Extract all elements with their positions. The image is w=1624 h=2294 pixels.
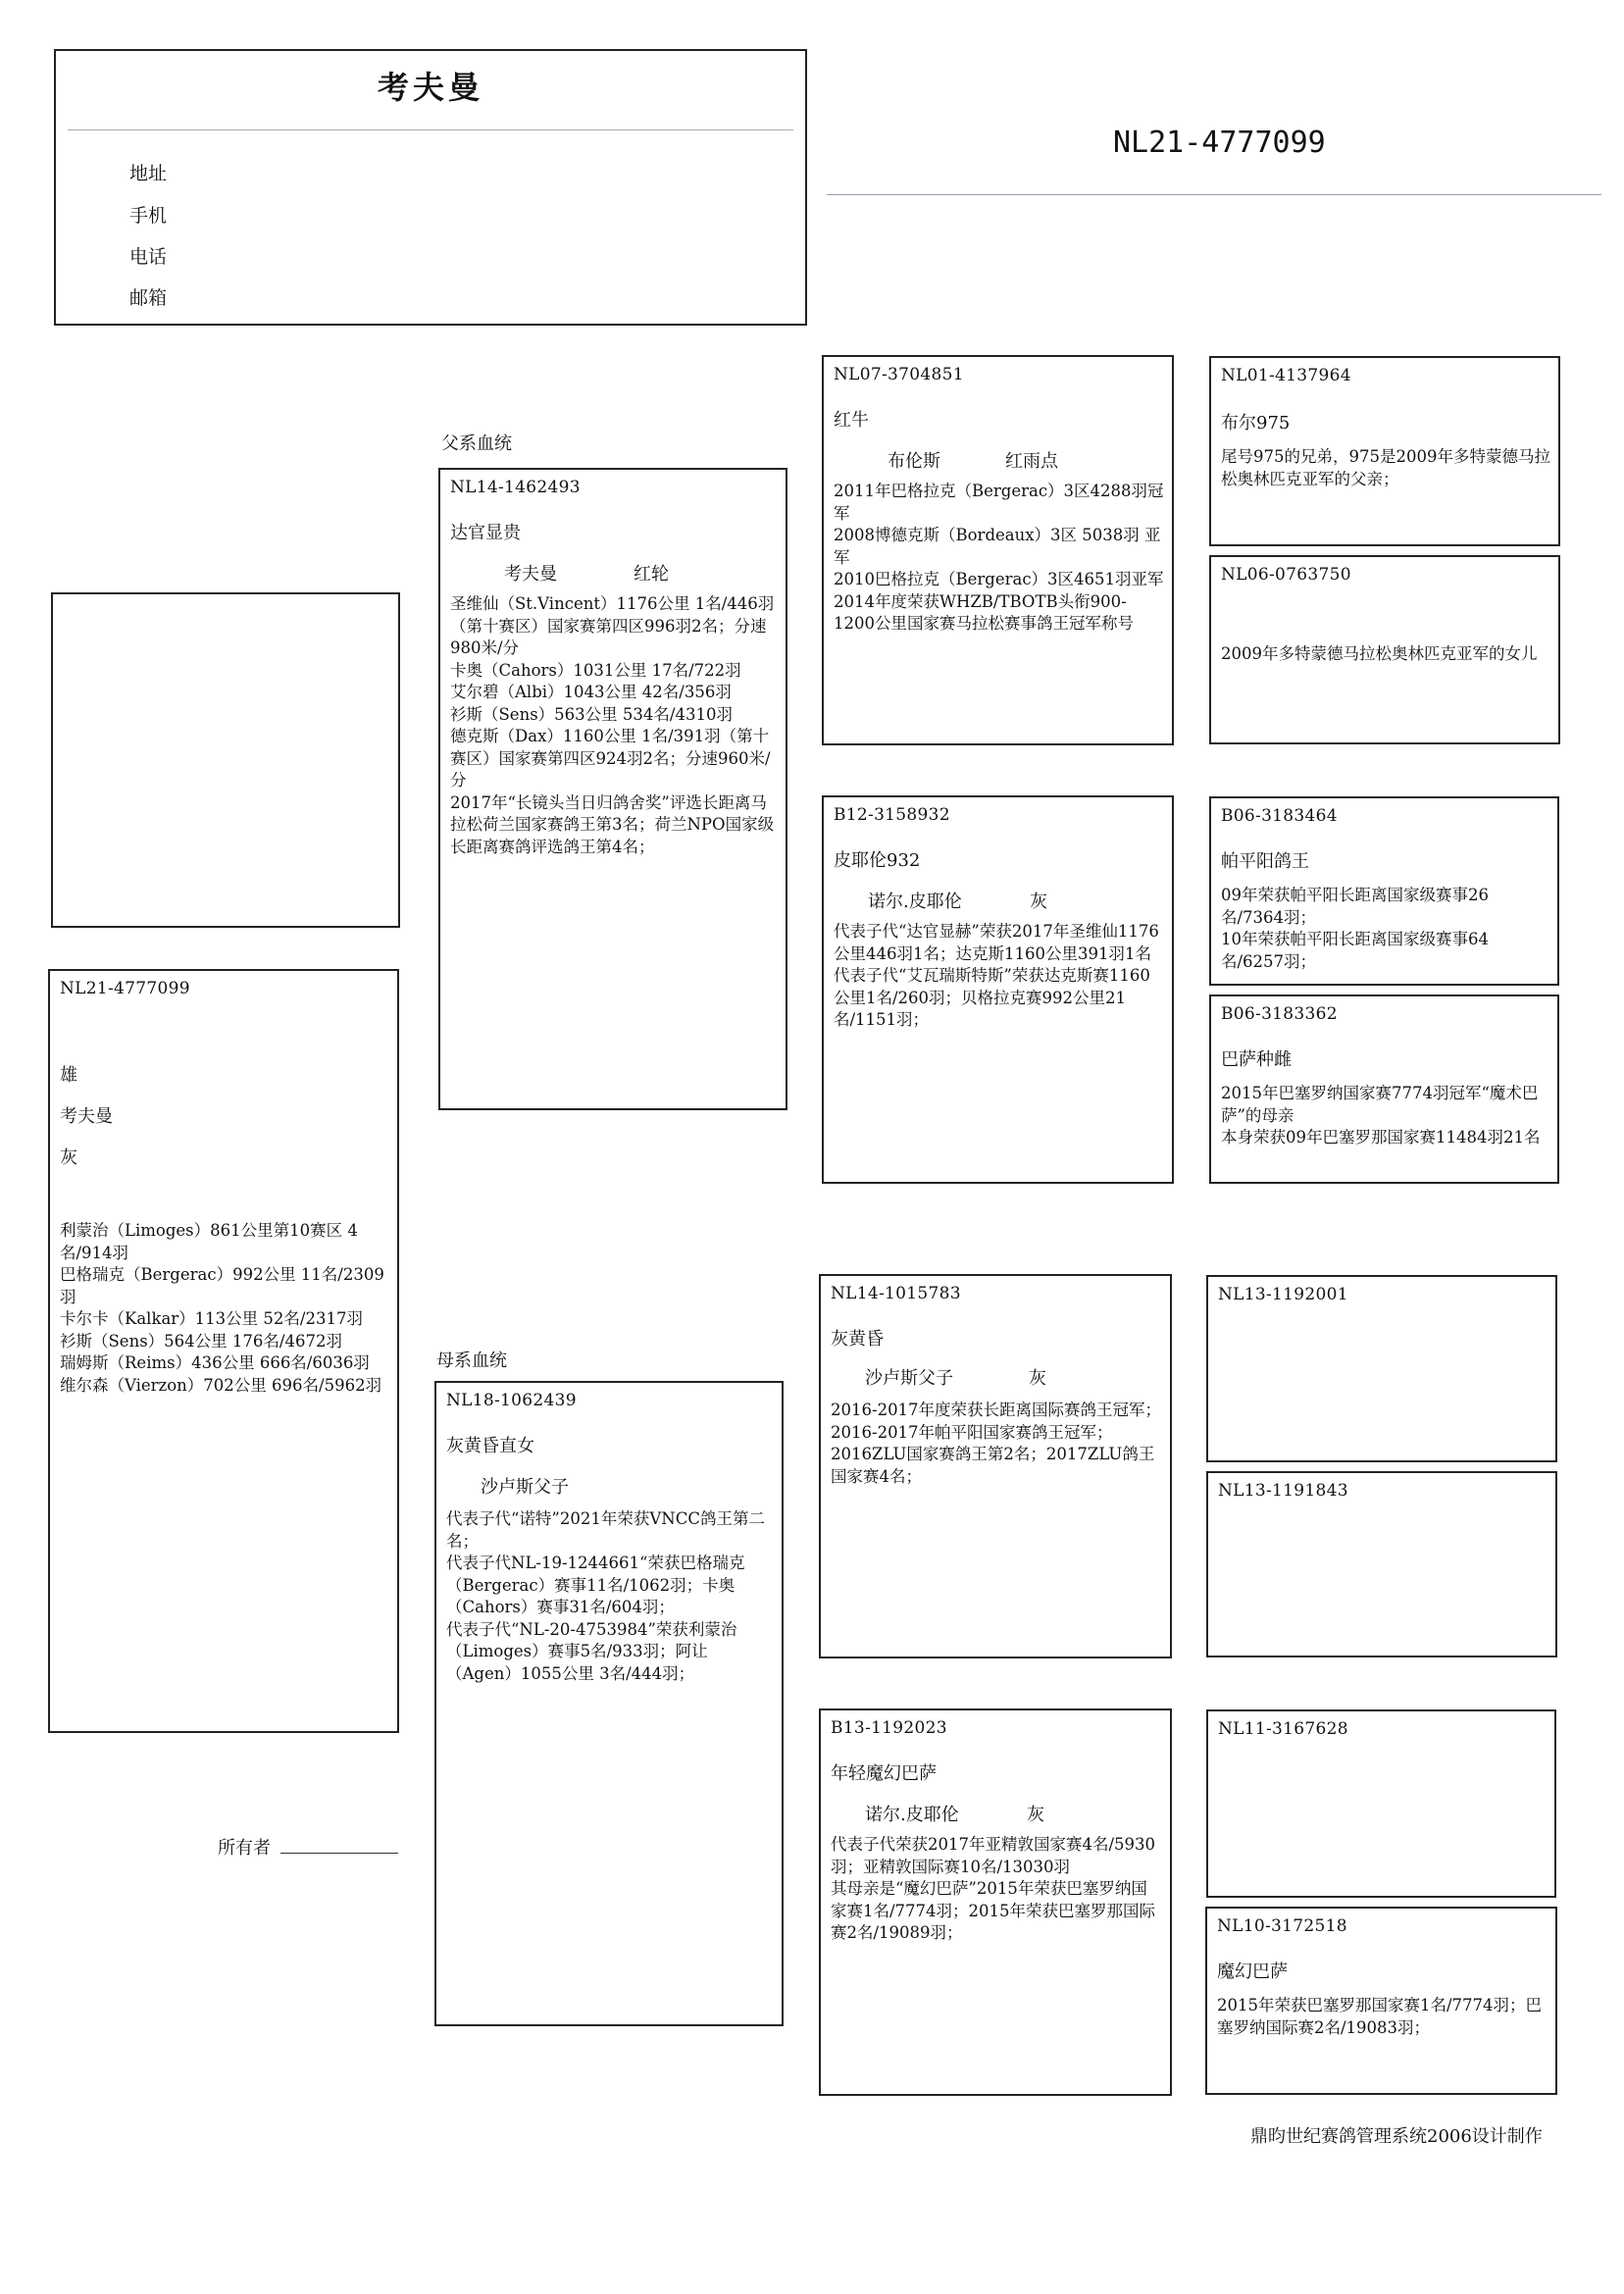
- ggp-4-ring: B06-3183362: [1221, 1004, 1338, 1024]
- header-divider: [827, 194, 1601, 195]
- ggp-3-ring: B06-3183464: [1221, 806, 1338, 826]
- dam-breeder: 沙卢斯父子: [481, 1477, 569, 1498]
- granddam-1-card: [822, 795, 1174, 1184]
- grandsire-1-result: 2008博德克斯（Bordeaux）3区 5038羽 亚军: [834, 526, 1161, 567]
- ggp-8-result: 2015年荣获巴塞罗那国家赛1名/7774羽；巴塞罗纳国际赛2名/19083羽；: [1217, 1996, 1543, 2037]
- sire-result: 衫斯（Sens）563公里 534名/4310羽: [450, 704, 733, 724]
- ggp-1-ring: NL01-4137964: [1221, 366, 1351, 385]
- subject-ring: NL21-4777099: [60, 979, 190, 998]
- dam-name: 灰黄昏直女: [446, 1436, 534, 1456]
- granddam-1-ring: B12-3158932: [834, 805, 950, 825]
- granddam-1-result: 代表子代“达官显赫”荣获2017年圣维仙1176公里446羽1名；达克斯1160公里391羽1名: [834, 922, 1159, 963]
- owner-name: 考夫曼: [377, 69, 483, 106]
- ggp-4-result: 2015年巴塞罗纳国家赛7774羽冠军“魔术巴萨”的母亲: [1221, 1084, 1539, 1125]
- dam-result: 代表子代NL-19-1244661“荣获巴格瑞克（Bergerac）赛事11名/1062羽；卡奥（Cahors）赛事31名/604羽；: [446, 1554, 745, 1616]
- ggp-8-ring: NL10-3172518: [1217, 1916, 1347, 1936]
- great-grandparent-2-card: [1209, 555, 1560, 744]
- sire-ring: NL14-1462493: [450, 478, 581, 497]
- sire-name: 达官显贵: [450, 523, 521, 543]
- owner-label: 所有者: [218, 1838, 271, 1859]
- subject-name: 考夫曼: [60, 1106, 113, 1127]
- grandsire-1-result: 2011年巴格拉克（Bergerac）3区4288羽冠军: [834, 482, 1164, 523]
- granddam-2-card: [819, 1708, 1172, 2096]
- ggp-7-ring: NL11-3167628: [1218, 1719, 1348, 1739]
- grandsire-1-result: 2014年度荣获WHZB/TBOTB头衔900-1200公里国家赛马拉松赛事鸽王冠军称号: [834, 591, 1134, 633]
- granddam-1-name: 皮耶伦932: [834, 850, 921, 871]
- great-grandparent-4-card: [1209, 994, 1559, 1184]
- grandsire-1-ring: NL07-3704851: [834, 365, 964, 384]
- sire-result: 德克斯（Dax）1160公里 1名/391羽（第十赛区）国家赛第四区924羽2名；分速960米/分: [450, 727, 771, 790]
- grandsire-1-result: 2010巴格拉克（Bergerac）3区4651羽亚军: [834, 570, 1164, 588]
- ggp-5-ring: NL13-1192001: [1218, 1285, 1348, 1304]
- ggp-3-name: 帕平阳鸽王: [1221, 851, 1309, 872]
- ggp-4-name: 巴萨种雌: [1221, 1049, 1292, 1070]
- header-ring-number: NL21-4777099: [1113, 126, 1326, 160]
- dam-result: 代表子代“NL-20-4753984”荣获利蒙治（Limoges）赛事5名/933羽；阿让（Agen）1055公里 3名/444羽；: [446, 1619, 737, 1683]
- dam-card: [434, 1381, 784, 2026]
- photo-box: [51, 592, 400, 928]
- granddam-2-ring: B13-1192023: [831, 1718, 947, 1738]
- subject-result: 巴格瑞克（Bergerac）992公里 11名/2309羽: [60, 1265, 384, 1306]
- ggp-3-result: 09年荣获帕平阳长距离国家级赛事26名/7364羽；: [1221, 886, 1489, 927]
- owner-card: [54, 49, 807, 326]
- ggp-4-result: 本身荣获09年巴塞罗那国家赛11484羽21名: [1221, 1128, 1541, 1147]
- owner-field-email: 邮箱: [129, 287, 168, 309]
- great-grandparent-1-card: [1209, 356, 1560, 546]
- grandsire-2-result: 2016-2017年度荣获长距离国际赛鸽王冠军；: [831, 1401, 1162, 1419]
- great-grandparent-8-card: [1205, 1907, 1557, 2095]
- sire-result: 卡奥（Cahors）1031公里 17名/722羽: [450, 660, 741, 680]
- great-grandparent-6-card: [1206, 1471, 1557, 1657]
- granddam-1-color: 灰: [1030, 892, 1047, 912]
- granddam-2-result: 代表子代荣获2017年亚精敦国家赛4名/5930羽；亚精敦国际赛10名/13030羽: [831, 1835, 1156, 1876]
- sire-card: [438, 468, 787, 1110]
- ggp-1-name: 布尔975: [1221, 413, 1291, 433]
- dam-result: 代表子代“诺特”2021年荣获VNCC鸽王第二名；: [446, 1509, 765, 1551]
- subject-result: 维尔森（Vierzon）702公里 696名/5962羽: [60, 1375, 382, 1395]
- subject-result: 衫斯（Sens）564公里 176名/4672羽: [60, 1331, 342, 1351]
- footer-credit: 鼎昀世纪赛鸽管理系统2006设计制作: [1250, 2126, 1543, 2147]
- grandsire-2-card: [819, 1274, 1172, 1658]
- ggp-1-result: 尾号975的兄弟，975是2009年多特蒙德马拉松奥林匹克亚军的父亲；: [1221, 447, 1550, 488]
- granddam-2-result: 其母亲是“魔幻巴萨”2015年荣获巴塞罗纳国家赛1名/7774羽；2015年荣获巴塞罗那国际赛2名/19089羽；: [831, 1879, 1156, 1942]
- owner-signature: [218, 1834, 398, 1860]
- dam-ring: NL18-1062439: [446, 1391, 577, 1410]
- sire-result: 圣维仙（St.Vincent）1176公里 1名/446羽（第十赛区）国家赛第四区996羽2名；分速980米/分: [450, 594, 775, 657]
- granddam-2-color: 灰: [1027, 1805, 1044, 1825]
- ggp-2-result: 2009年多特蒙德马拉松奥林匹克亚军的女儿: [1221, 644, 1538, 663]
- owner-field-address: 地址: [129, 163, 168, 184]
- sire-result: 艾尔碧（Albi）1043公里 42名/356羽: [450, 683, 732, 701]
- ggp-8-name: 魔幻巴萨: [1217, 1962, 1288, 1982]
- grandsire-2-result: 2016ZLU国家赛鸽王第2名；2017ZLU鸽王国家赛4名；: [831, 1445, 1155, 1486]
- subject-result: 卡尔卡（Kalkar）113公里 52名/2317羽: [60, 1309, 363, 1328]
- dam-line-label: 母系血统: [436, 1351, 507, 1371]
- granddam-2-breeder: 诺尔.皮耶伦: [865, 1805, 959, 1825]
- subject-sex: 雄: [60, 1065, 77, 1086]
- grandsire-2-result: 2016-2017年帕平阳国家赛鸽王冠军；: [831, 1422, 1113, 1442]
- granddam-1-result: 代表子代“艾瓦瑞斯特斯”荣获达克斯赛1160公里1名/260羽；贝格拉克赛992公里21名/1151羽；: [834, 966, 1150, 1029]
- sire-breeder: 考夫曼: [504, 564, 557, 585]
- owner-field-mobile: 手机: [129, 205, 168, 227]
- grandsire-2-ring: NL14-1015783: [831, 1284, 961, 1303]
- subject-color: 灰: [60, 1147, 77, 1168]
- sire-result: 2017年“长镜头当日归鸽舍奖”评选长距离马拉松荷兰国家赛鸽王第3名；荷兰NPO国家级长距离赛鸽评选鸽王第4名；: [450, 792, 775, 856]
- ggp-2-ring: NL06-0763750: [1221, 565, 1351, 585]
- grandsire-1-name: 红牛: [834, 410, 869, 431]
- ggp-6-ring: NL13-1191843: [1218, 1481, 1348, 1501]
- subject-result: 瑞姆斯（Reims）436公里 666名/6036羽: [60, 1353, 370, 1372]
- grandsire-2-breeder: 沙卢斯父子: [865, 1368, 953, 1389]
- granddam-1-breeder: 诺尔.皮耶伦: [868, 892, 962, 912]
- grandsire-2-color: 灰: [1029, 1368, 1046, 1389]
- great-grandparent-7-card: [1206, 1709, 1556, 1898]
- granddam-2-name: 年轻魔幻巴萨: [831, 1763, 937, 1784]
- grandsire-2-name: 灰黄昏: [831, 1329, 884, 1350]
- subject-card: [48, 969, 399, 1733]
- subject-result: 利蒙治（Limoges）861公里第10赛区 4名/914羽: [60, 1221, 358, 1262]
- great-grandparent-3-card: [1209, 796, 1559, 986]
- great-grandparent-5-card: [1206, 1275, 1557, 1462]
- grandsire-1-card: [822, 355, 1174, 745]
- sire-line-label: 父系血统: [441, 433, 512, 454]
- owner-field-phone: 电话: [129, 246, 168, 268]
- grandsire-1-color: 红雨点: [1005, 451, 1058, 472]
- grandsire-1-breeder: 布伦斯: [888, 451, 940, 472]
- sire-color: 红轮: [634, 564, 669, 585]
- ggp-3-result: 10年荣获帕平阳长距离国家级赛事64名/6257羽；: [1221, 930, 1489, 971]
